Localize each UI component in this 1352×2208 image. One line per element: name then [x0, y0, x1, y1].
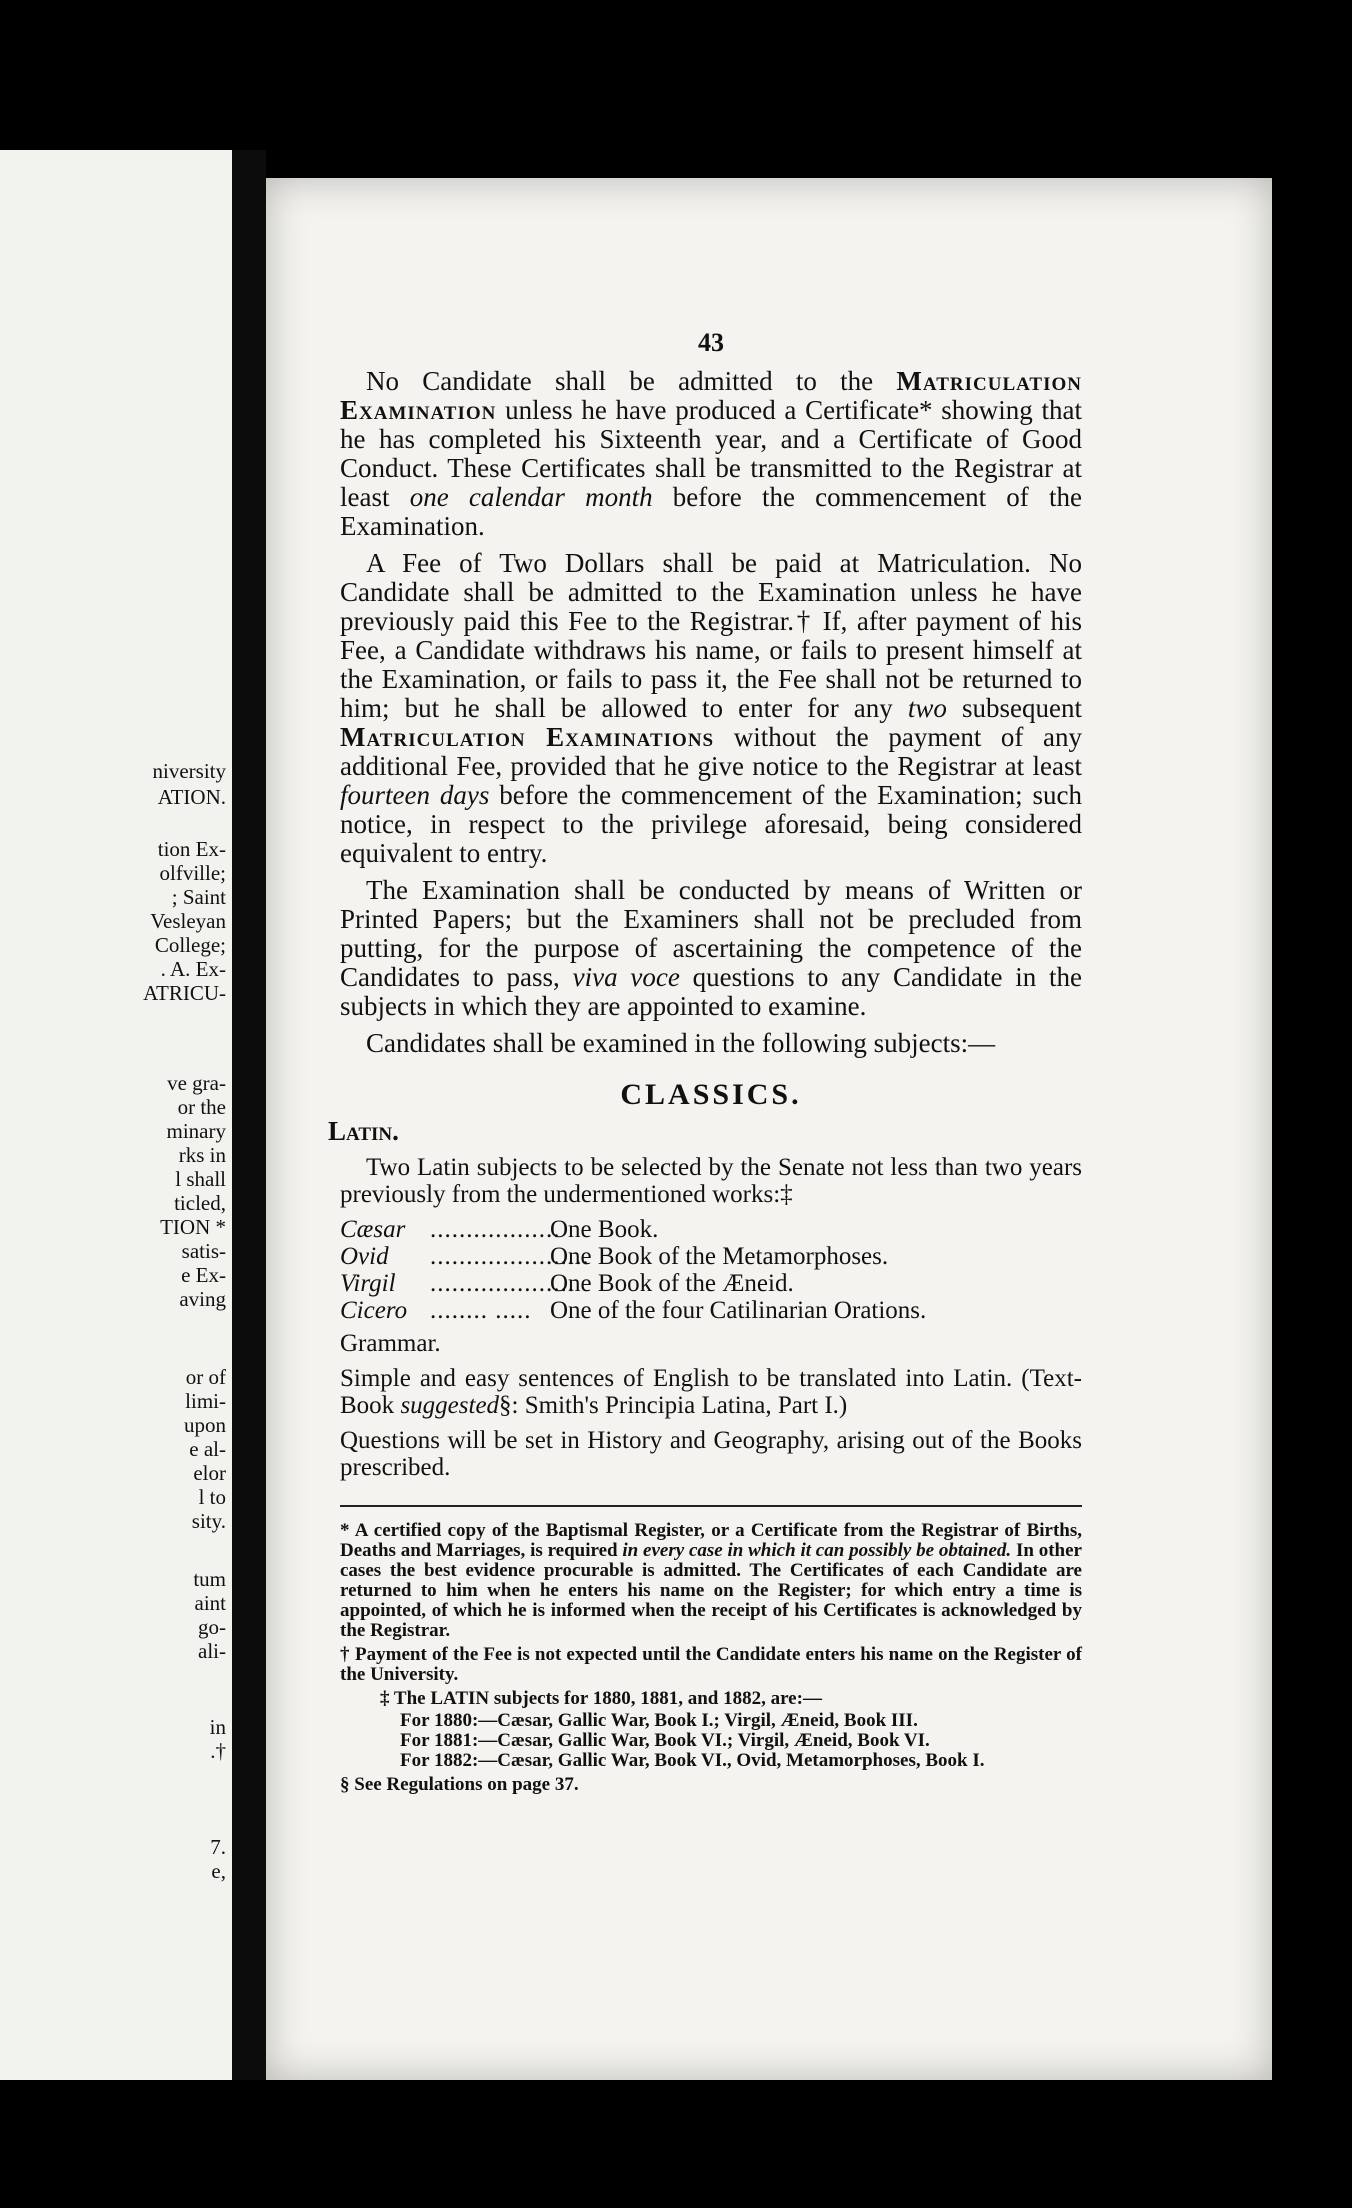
facing-page-fragment: ; Saint [171, 885, 226, 909]
list-item [340, 1297, 1082, 1324]
facing-page-fragment: e al- [189, 1437, 226, 1461]
leader-dots: .................. [430, 1216, 561, 1243]
facing-page-fragment: or the [177, 1095, 226, 1119]
facing-page-fragment: ali- [198, 1639, 226, 1663]
facing-page-fragment: Vesleyan [150, 909, 226, 933]
emphasis: suggested [400, 1392, 500, 1419]
fee-paragraph [340, 549, 1082, 868]
footnote-latin-subjects: ‡ The LATIN subjects for 1880, 1881, and 1882, are:— [380, 1688, 822, 1709]
work-text: One of the four Catilinarian Orations. [550, 1297, 927, 1324]
term-matriculation-examination: Matriculation Examination [340, 366, 1082, 425]
grammar-label: Grammar. [340, 1330, 441, 1357]
facing-page-fragment: 7. [210, 1835, 226, 1859]
footnote-divider [340, 1505, 1082, 1507]
facing-page-fragment: in [209, 1715, 226, 1739]
leader-dots: ...................... [430, 1243, 590, 1270]
page-number: 43 [698, 328, 724, 357]
text-run: The Examination shall be conducted by means of Written or Printed Papers; but the Examiners shall not be precluded from putting, for the purpose of ascertaining the competence of the Candidates to pass, [340, 875, 1082, 992]
latin-works-list [340, 1216, 1082, 1324]
term-matriculation-examinations: Matriculation Examinations [340, 722, 715, 752]
text-run: questions to any Candidate in the subjects in which they are appointed to examine. [340, 962, 1082, 1021]
facing-page-fragment: TION * [160, 1215, 226, 1239]
text-run: §: Smith's Principia Latina, Part I.) [499, 1392, 848, 1419]
leader-dots: .................... [430, 1270, 575, 1297]
examination-paragraph [340, 876, 1082, 1021]
questions-paragraph: Questions will be set in History and Geography, arising out of the Books prescribed. [340, 1427, 1082, 1481]
text-run: No Candidate shall be admitted to the [366, 366, 897, 396]
text-run: * A certified copy of the Baptismal Register, or a Certificate from the Registrar of Births, Deaths and Marriages, is required [340, 1520, 1082, 1561]
footnote-year-line: For 1881:—Cæsar, Gallic War, Book VI.; Virgil, Æneid, Book VI. [400, 1730, 930, 1751]
author-name: Cicero [340, 1297, 408, 1324]
text-run: unless he have produced a Certificate* showing that he has completed his Sixteenth year, and a Certificate of Good Conduct. These Certificates shall be transmitted to the Registrar at least [340, 395, 1082, 512]
leader-dots: ........ ..... [430, 1297, 532, 1324]
facing-page-fragment: minary [166, 1119, 226, 1143]
book-page [266, 178, 1272, 2080]
facing-page-fragment: ticled, [174, 1191, 226, 1215]
footnote-year-line: For 1880:—Cæsar, Gallic War, Book I.; Virgil, Æneid, Book III. [400, 1710, 918, 1731]
facing-page-fragment: aving [179, 1287, 226, 1311]
facing-page-fragment: olfville; [159, 861, 226, 885]
facing-page-fragment: elor [193, 1461, 226, 1485]
emphasis: viva voce [572, 962, 680, 992]
facing-page-fragment: aint [194, 1591, 226, 1615]
facing-page-fragment: upon [184, 1413, 226, 1437]
text-run: before the commencement of the Examination; such notice, in respect to the privilege aforesaid, being considered equivalent to entry. [340, 780, 1082, 868]
section-heading-classics: CLASSICS. [620, 1078, 802, 1111]
facing-page-fragment: l shall [175, 1167, 226, 1191]
author-name: Virgil [340, 1270, 396, 1297]
facing-page-fragment: ATION. [157, 785, 226, 809]
facing-page-fragment: or of [185, 1365, 226, 1389]
page-content [328, 328, 1082, 1799]
list-item [340, 1270, 1082, 1297]
subjects-intro: Candidates shall be examined in the following subjects:— [366, 1028, 996, 1058]
facing-page-fragment: College; [154, 933, 226, 957]
emphasis: two [907, 693, 947, 723]
facing-page-fragment: . A. Ex- [160, 957, 226, 981]
facing-page-fragment: tion Ex- [157, 837, 226, 861]
facing-page-fragment: go- [198, 1615, 226, 1639]
list-item [340, 1243, 1082, 1270]
work-text: One Book of the Metamorphoses. [550, 1243, 889, 1270]
facing-page-fragment: tum [193, 1567, 226, 1591]
footnote-certificate [340, 1521, 1082, 1641]
facing-page-fragment: sity. [191, 1509, 226, 1533]
facing-page-fragment: l to [198, 1485, 226, 1509]
subsection-label-latin: Latin. [328, 1116, 399, 1146]
author-name: Cæsar [340, 1216, 406, 1243]
text-run: Simple and easy sentences of English to be translated into Latin. (Text-Book [340, 1365, 1082, 1419]
book-gutter [232, 150, 266, 2080]
facing-page-fragment: ve gra- [167, 1071, 226, 1095]
work-text: One Book. [550, 1216, 659, 1243]
facing-page-fragment: ATRICU- [143, 981, 226, 1005]
facing-page-fragment: .† [210, 1739, 226, 1763]
footnote-regulations: § See Regulations on page 37. [340, 1774, 579, 1795]
author-name: Ovid [340, 1243, 389, 1270]
text-run: In other cases the best evidence procurable is admitted. The Certificates of each Candidate are returned to him when he enters his name on the Register; for which entry a time is appointed, of which he is informed when the receipt of his Certificates is acknowledged by the Registrar. [340, 1540, 1082, 1641]
facing-page-fragment: e Ex- [181, 1263, 226, 1287]
matriculation-paragraph [340, 367, 1082, 541]
text-run: A Fee of Two Dollars shall be paid at Matriculation. No Candidate shall be admitted to the Examination unless he have previously paid this Fee to the Registrar.† If, after payment of his Fee, a Candidate withdraws his name, or fails to present himself at the Examination, or fails to pass it, the Fee shall not be returned to him; but he shall be allowed to enter for any [340, 548, 1082, 723]
facing-page-fragment: rks in [178, 1143, 226, 1167]
emphasis: fourteen days [340, 780, 490, 810]
facing-page-edge [0, 150, 232, 2080]
facing-page-fragment: satis- [181, 1239, 226, 1263]
latin-intro: Two Latin subjects to be selected by the Senate not less than two years previously from the undermentioned works:‡ [340, 1154, 1082, 1208]
translation-paragraph [340, 1365, 1082, 1419]
emphasis: in every case in which it can possibly be obtained. [622, 1540, 1012, 1561]
facing-page-fragment: limi- [185, 1389, 226, 1413]
emphasis: one calendar month [409, 482, 653, 512]
list-item [340, 1216, 1082, 1243]
text-run: before the commencement of the Examination. [340, 482, 1082, 541]
footnote-year-line: For 1882:—Cæsar, Gallic War, Book VI., Ovid, Metamorphoses, Book I. [400, 1750, 985, 1771]
text-run: without the payment of any additional Fee, provided that he give notice to the Registrar at least [340, 722, 1082, 781]
facing-page-fragment: niversity [152, 759, 226, 783]
text-run: subsequent [946, 693, 1082, 723]
work-text: One Book of the Æneid. [550, 1270, 794, 1297]
facing-page-fragment: e, [211, 1859, 226, 1883]
footnote-fee: † Payment of the Fee is not expected until the Candidate enters his name on the Register of the University. [340, 1644, 1082, 1685]
